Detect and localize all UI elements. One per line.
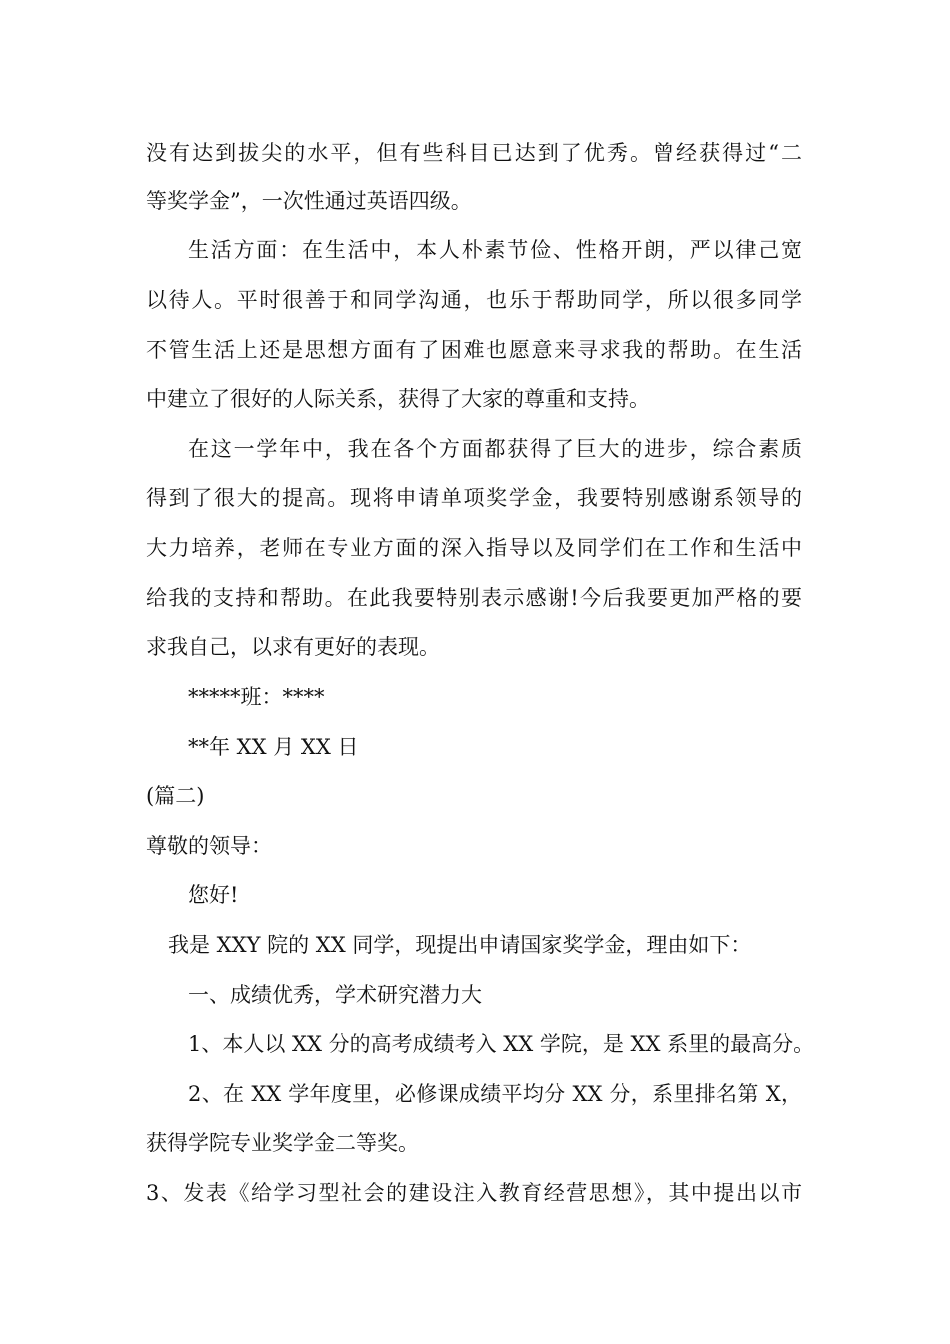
section-heading: (篇二) (146, 784, 205, 808)
paragraph-line: 没有达到拔尖的水平，但有些科目已达到了优秀。曾经获得过“二 (146, 141, 802, 165)
subheading: 一、成绩优秀，学术研究潜力大 (188, 983, 482, 1007)
paragraph-line: 求我自己，以求有更好的表现。 (146, 635, 440, 659)
list-item: 1、本人以 XX 分的高考成绩考入 XX 学院，是 XX 系里的最高分。 (188, 1032, 815, 1056)
salutation: 尊敬的领导： (146, 834, 272, 858)
list-item: 3、发表《给学习型社会的建设注入教育经营思想》，其中提出以市 (146, 1181, 802, 1205)
signature-class: *****班：**** (188, 685, 325, 709)
signature-date: **年 XX 月 XX 日 (188, 735, 359, 759)
paragraph-line: 得到了很大的提高。现将申请单项奖学金，我要特别感谢系领导的 (146, 486, 802, 510)
paragraph-line: 给我的支持和帮助。在此我要特别表示感谢!今后我要更加严格的要 (146, 586, 802, 610)
paragraph-line: 我是 XXY 院的 XX 同学，现提出申请国家奖学金，理由如下： (168, 933, 752, 957)
paragraph-line: 等奖学金”，一次性通过英语四级。 (146, 189, 472, 213)
list-item: 2、在 XX 学年度里，必修课成绩平均分 XX 分，系里排名第 X， (188, 1082, 802, 1106)
paragraph-line: 在这一学年中，我在各个方面都获得了巨大的进步，综合素质 (188, 437, 802, 461)
paragraph-line: 获得学院专业奖学金二等奖。 (146, 1131, 419, 1155)
paragraph-line: 生活方面：在生活中，本人朴素节俭、性格开朗，严以律己宽 (188, 238, 802, 262)
paragraph-line: 以待人。平时很善于和同学沟通，也乐于帮助同学，所以很多同学 (146, 288, 802, 312)
greeting: 您好! (188, 883, 239, 907)
paragraph-line: 中建立了很好的人际关系，获得了大家的尊重和支持。 (146, 387, 650, 411)
paragraph-line: 大力培养，老师在专业方面的深入指导以及同学们在工作和生活中 (146, 536, 802, 560)
paragraph-line: 不管生活上还是思想方面有了困难也愿意来寻求我的帮助。在生活 (146, 338, 802, 362)
